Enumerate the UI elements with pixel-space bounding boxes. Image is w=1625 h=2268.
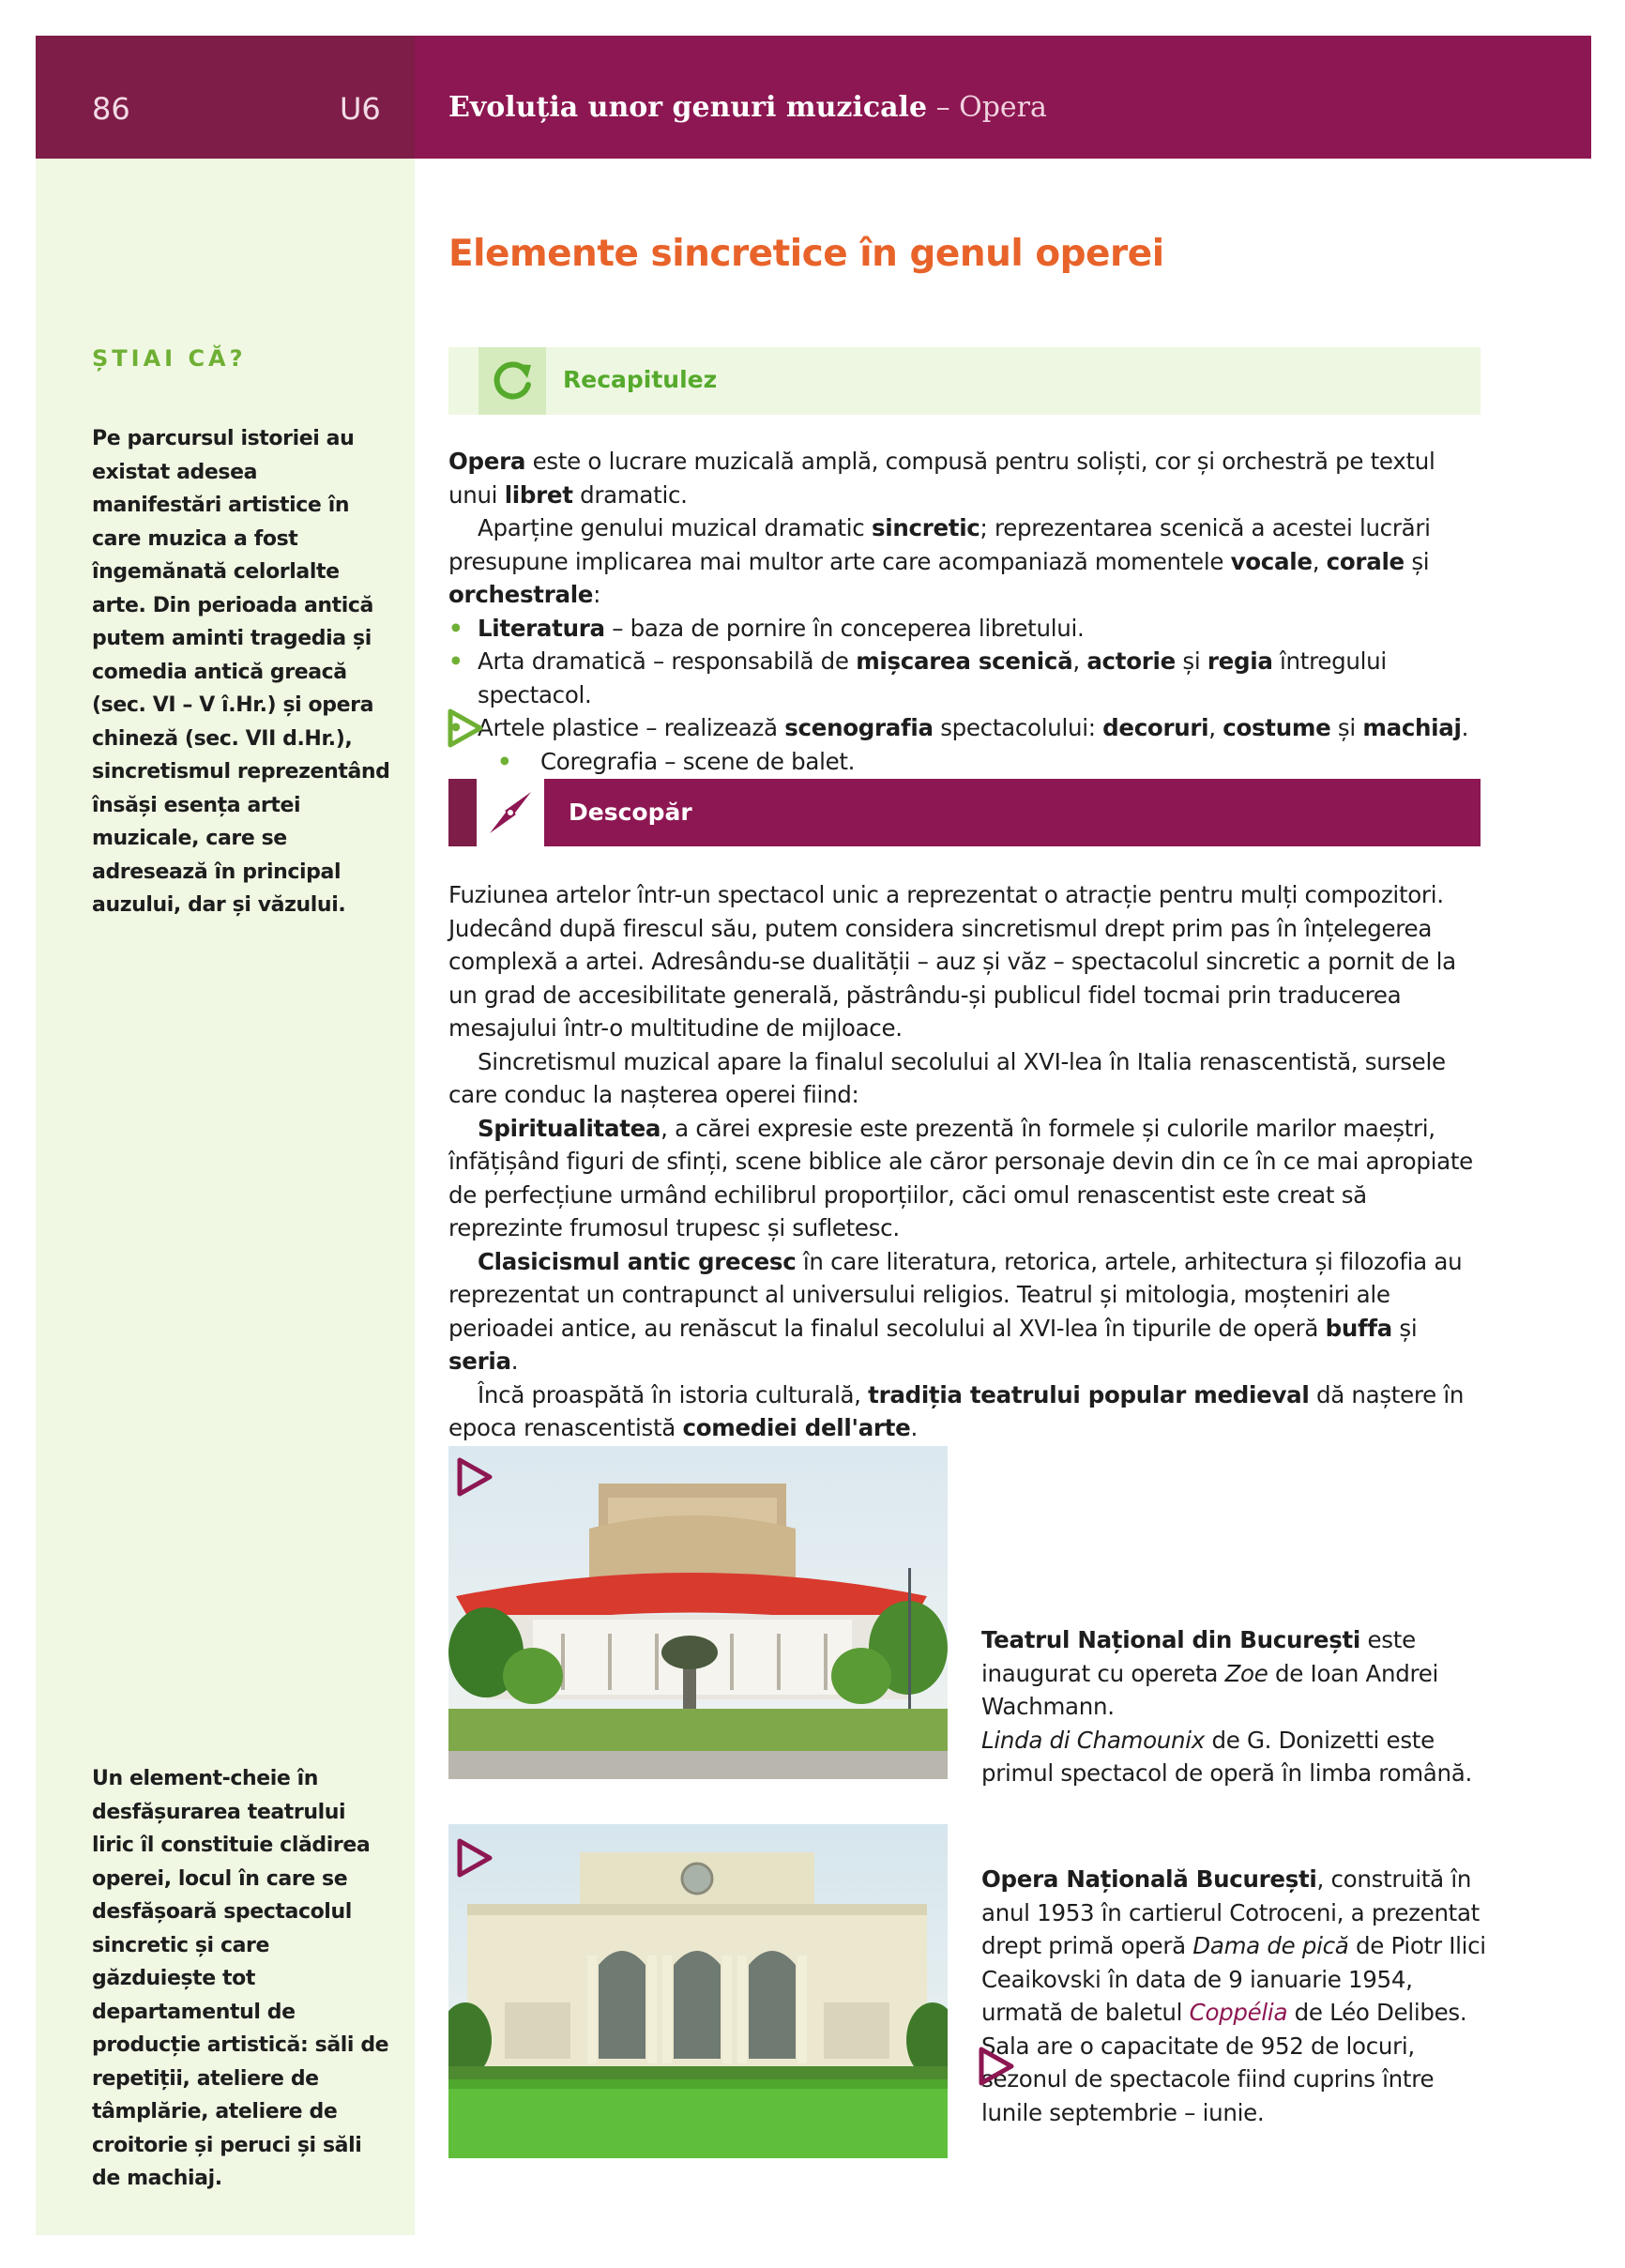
header-title: [448, 91, 1047, 124]
term: Clasicismul antic grecesc: [478, 1247, 797, 1275]
term: Teatrul Național din București: [981, 1626, 1361, 1653]
recap-paragraph-2: [448, 511, 1481, 612]
text: de G. Donizetti este primul spectacol de operă în limba română.: [981, 1726, 1472, 1787]
text: Arta dramatică – responsabilă de: [478, 647, 857, 675]
play-triangle-icon[interactable]: [456, 1837, 494, 1879]
discover-paragraph-3: [448, 1112, 1481, 1245]
text: .: [1461, 714, 1469, 741]
header-title-sub: Opera: [959, 91, 1047, 124]
work-title: Zoe: [1224, 1659, 1268, 1687]
sidebar-heading: ȘTIAI CĂ?: [92, 345, 247, 372]
text: întregului spectacol.: [478, 647, 1387, 708]
text: , construită în anul 1953 în cartierul Cotroceni, a prezentat drept primă operă: [981, 1865, 1480, 1959]
term: decoruri: [1102, 714, 1209, 741]
national-opera-photo: [448, 1824, 948, 2158]
discover-paragraph-4: [448, 1245, 1481, 1378]
term: tradiția teatrului popular medieval: [868, 1380, 1310, 1408]
term: vocale: [1230, 547, 1313, 575]
text: ,: [1208, 714, 1223, 741]
text: spectacolului:: [933, 714, 1103, 741]
text: și: [1391, 1314, 1418, 1342]
text: de Piotr Ilici Ceaikovski în data de 9 ianuarie 1954, urmată de baletul: [981, 1932, 1486, 2026]
text: de Léo Delibes. Sala are o capacitate de 952 de locuri, sezonul de spectacole fiind cuprins între lunile septembrie – iunie.: [981, 1999, 1467, 2126]
term: orchestrale: [448, 581, 594, 608]
term-libret: libret: [504, 480, 573, 509]
list-item[interactable]: • Coregrafia – scene de balet.: [448, 745, 1481, 779]
national-opera-caption: [981, 1863, 1488, 2129]
compass-icon: [484, 786, 537, 839]
text: ; reprezentarea scenică a acestei lucrări presupune implicarea mai multor arte care acompaniază momentele: [448, 514, 1431, 575]
term-opera: Opera: [448, 448, 526, 475]
work-title-link[interactable]: Coppélia: [1189, 1999, 1288, 2026]
sidebar-note-1: Pe parcursul istoriei au existat adesea manifestări artistice în care muzica a fost îngemănată celorlalte arte. Din perioada antică putem aminti tragedia și comedia antică greacă (sec. VI – V î.Hr.) și opera chineză (sec. VII d.Hr.), sincretismul reprezentând însăși esența artei muzicale, care se adresează în principal auzului, dar și văzului.: [92, 427, 390, 917]
recap-icon-box: [478, 347, 546, 415]
text: și: [1330, 714, 1363, 741]
term: buffa: [1325, 1314, 1392, 1342]
discover-banner-edge: [448, 779, 477, 846]
term-sincretic: sincretic: [871, 514, 980, 541]
header-title-main: Evoluția unor genuri muzicale: [448, 91, 928, 124]
term: comediei dell'arte: [682, 1414, 911, 1441]
text: de Ioan Andrei Wachmann.: [981, 1659, 1439, 1720]
header-title-separator: –: [927, 91, 960, 124]
term: actorie: [1086, 647, 1176, 675]
term: Literatura: [478, 614, 605, 642]
page-number: 86: [92, 91, 130, 127]
term: scenografia: [784, 714, 934, 741]
work-title: Linda di Chamounix: [981, 1726, 1205, 1754]
term: costume: [1223, 714, 1331, 741]
recap-paragraph-1: [448, 445, 1481, 511]
play-triangle-icon[interactable]: [978, 2046, 1015, 2087]
text: :: [593, 581, 601, 608]
play-triangle-icon[interactable]: [447, 708, 484, 749]
sidebar-note-2: Un element-cheie în desfășurarea teatrului liric îl constituie clădirea operei, locul în care se desfășoară spectacolul sincretic și care găzduiește tot departamentul de producție artistică: săli de repetiții, ateliere de tâmplărie, ateliere de croitorie și peruci și săli de machiaj.: [92, 1767, 389, 2190]
text: .: [510, 1347, 519, 1375]
list-item: [448, 612, 1481, 646]
work-title: Dama de pică: [1192, 1932, 1349, 1959]
text: în care literatura, retorica, artele, arhitectura și filozofia au reprezentat un contrapunct al universului religios. Teatrul și mitologia, moșteniri ale perioadei antice, au renăscut la finalul secolului al XVI-lea în tipurile de operă: [448, 1247, 1463, 1342]
play-triangle-icon[interactable]: [456, 1456, 494, 1498]
text: Artele plastice – realizează: [478, 714, 785, 741]
national-theatre-photo: [448, 1446, 948, 1779]
text: ,: [1072, 647, 1087, 675]
term: regia: [1207, 647, 1273, 675]
term: Spiritualitatea: [478, 1114, 661, 1142]
page-title: Elemente sincretice în genul operei: [448, 233, 1164, 275]
term: seria: [448, 1347, 511, 1375]
discover-paragraph-1: Fuziunea artelor într-un spectacol unic a reprezentat o atracție pentru mulți compozitori. Judecând după firescul său, putem considera sincretismul drept prim pas în înțelegerea complexă a artei. Adresându-se dualității – auz și văz – spectacolul sincretic a pornit de la un grad de accesibilitate generală, păstrându-și publicul fidel tocmai prin traducerea mesajului într-o multitudine de mijloace.: [448, 881, 1456, 1042]
term: Opera Națională București: [981, 1865, 1317, 1893]
text: ,: [1312, 547, 1327, 575]
term: corale: [1326, 547, 1405, 575]
text: Încă proaspătă în istoria culturală,: [478, 1380, 869, 1408]
unit-label: U6: [340, 91, 381, 127]
recap-body: [448, 445, 1481, 778]
list-item: [448, 711, 1481, 745]
discover-paragraph-2: Sincretismul muzical apare la finalul secolului al XVI-lea în Italia renascentistă, sursele care conduc la nașterea operei fiind:: [448, 1047, 1446, 1108]
text: .: [910, 1414, 918, 1441]
list-item: [448, 645, 1481, 711]
discover-body: [448, 878, 1481, 1445]
discover-label: Descopăr: [569, 799, 692, 826]
discover-paragraph-5: [448, 1378, 1481, 1445]
text: și: [1404, 547, 1430, 575]
text: este o lucrare muzicală amplă, compusă pentru soliști, cor și orchestră pe textul unui: [448, 448, 1435, 509]
term: machiaj: [1362, 714, 1462, 741]
text: este inaugurat cu opereta: [981, 1626, 1416, 1687]
term: mișcarea scenică: [856, 647, 1073, 675]
text: și: [1175, 647, 1207, 675]
text: , a cărei expresie este prezentă în formele și culorile marilor maeștri, înfățișând figuri de sfinți, scene biblice ale căror personaje devin din ce în ce mai apropiate de perfecțiune urmând echilibrul proporțiilor, căci omul renascentist este creat să reprezinte frumosul trupesc și sufletesc.: [448, 1114, 1473, 1241]
text: – baza de pornire în conceperea libretului.: [604, 614, 1085, 642]
discover-icon-box: [477, 779, 544, 846]
text: dramatic.: [572, 480, 688, 509]
national-theatre-caption: [981, 1623, 1488, 1790]
recap-label: Recapitulez: [563, 366, 718, 393]
refresh-icon: [488, 357, 537, 405]
text: Aparține genului muzical dramatic: [478, 514, 872, 541]
text: dă naștere în epoca renascentistă: [448, 1380, 1465, 1441]
